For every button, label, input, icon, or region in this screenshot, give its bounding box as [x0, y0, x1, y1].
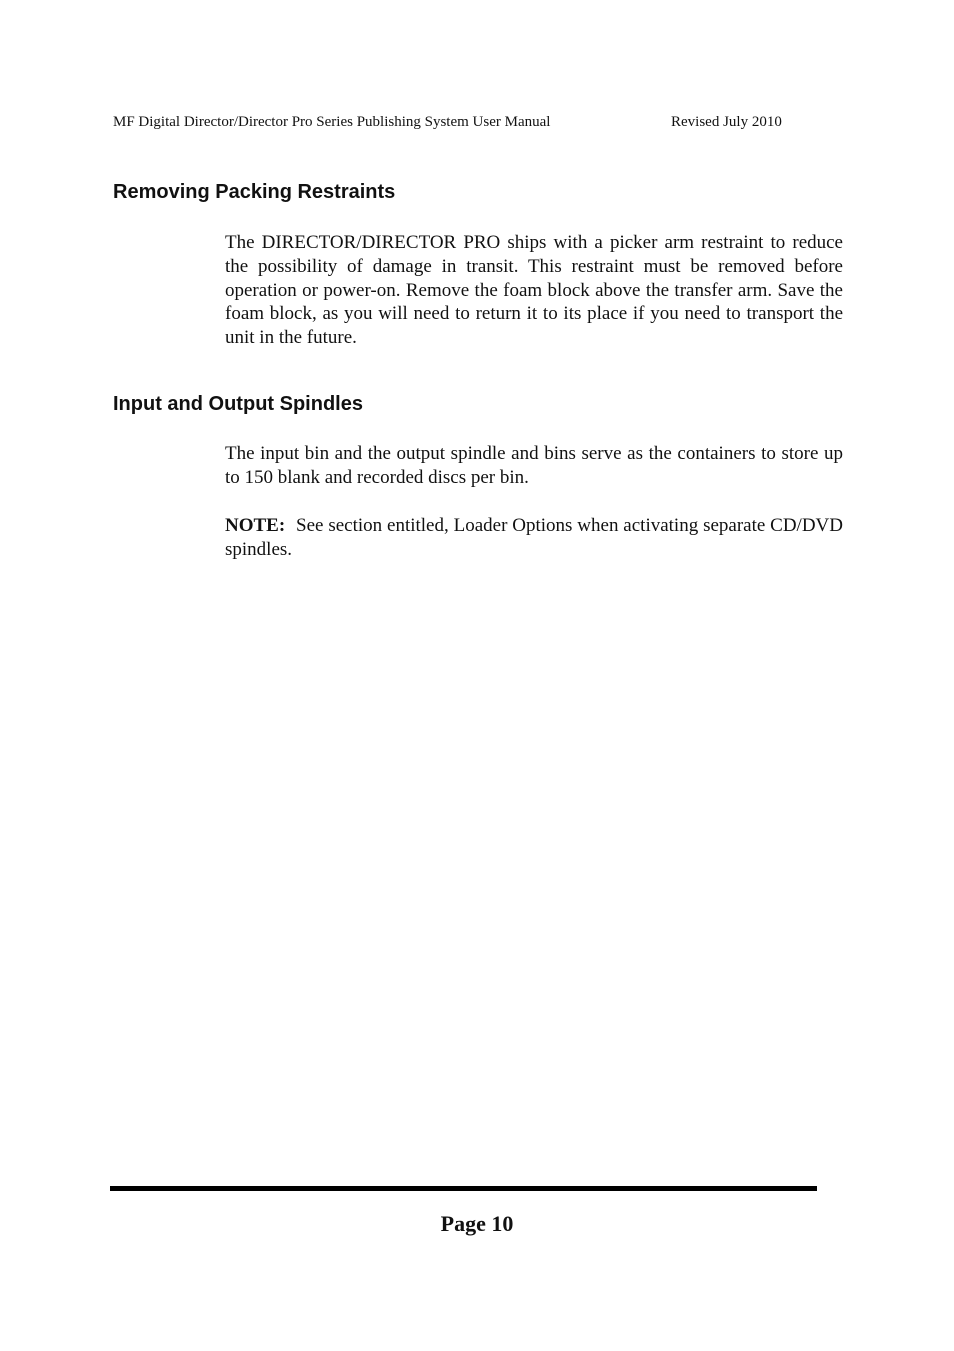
header-revision: Revised July 2010	[671, 114, 782, 130]
note-label: NOTE:	[225, 515, 286, 536]
footer-divider	[110, 1186, 817, 1191]
note-text: See section entitled, Loader Options when activating separate CD/DVD spindles.	[225, 515, 844, 560]
section-paragraph: The DIRECTOR/DIRECTOR PRO ships with a picker arm restraint to reduce the possibility of damage in transit. This restraint must be removed before operation or power-on. Remove the foam block above the transfer arm. Save the foam block, as you will need to return it to its place if you need to transport the unit in the future.	[225, 232, 843, 349]
section-heading-input-output-spindles: Input and Output Spindles	[113, 393, 363, 415]
header-title: MF Digital Director/Director Pro Series Publishing System User Manual	[113, 114, 551, 130]
note-paragraph	[225, 514, 843, 562]
section-heading-removing-packing-restraints: Removing Packing Restraints	[113, 181, 396, 203]
page-number: Page 10	[440, 1211, 514, 1236]
section-paragraph: The input bin and the output spindle and bins serve as the containers to store up to 150 blank and recorded discs per bin.	[225, 443, 843, 488]
